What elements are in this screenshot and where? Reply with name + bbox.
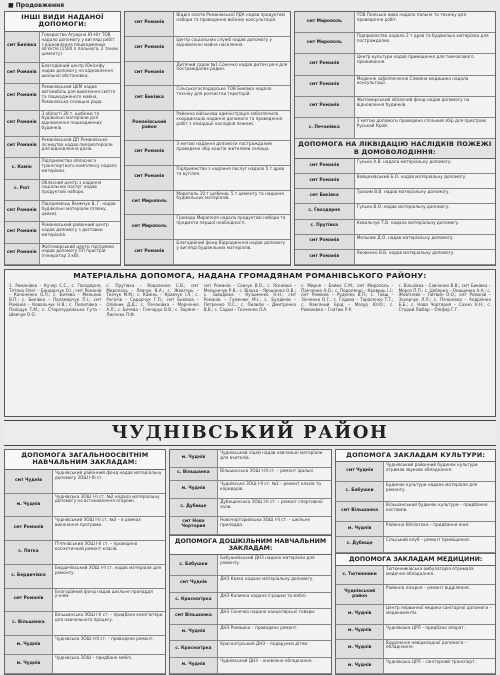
- entry-text: Центр соціальних служб надав допомогу у відновленні майна населення.: [176, 36, 272, 47]
- aid-entry-row: [5, 244, 120, 265]
- entry-location: смт Мирополь: [295, 12, 355, 32]
- entry-text: Районна бібліотека – придбання книг.: [385, 522, 471, 528]
- entry-location: смт Романів: [125, 166, 174, 190]
- entry-location: смт Романів: [295, 250, 355, 264]
- entry-text: Бердичівський ЗОШ І-ІІ ст. надав матеріали для ремонту.: [54, 564, 162, 575]
- entry-text: Відділення невідкладної допомоги – обладнання.: [385, 639, 467, 650]
- entry-text: Сільськогосподарське ТОВ Биківка надало техніку для розчистки територій.: [176, 86, 272, 97]
- entry-location: с. Вільшанка: [5, 612, 53, 635]
- entry-location: м. Чуднів: [336, 625, 384, 639]
- material-aid-text: [9, 283, 491, 318]
- aid-entry-row: [295, 235, 495, 250]
- schools-aid-title: ДОПОМОГА ЗАГАЛЬНООСВІТНІМ НАВЧАЛЬНИМ ЗАКЛАДАМ:: [5, 450, 165, 470]
- entry-text: Мирополь 10 т щебеню, 5 т цементу та надання будівельних матеріалів.: [176, 190, 284, 201]
- aid-entry-row: [5, 636, 165, 655]
- entry-text: Чуднівський районний фонд надав матеріальну допомогу ЗОШ І-ІІІ ст.: [54, 469, 162, 480]
- material-aid-paragraph: с. Мирне – Бойко С.М.; смт Мирополь – Панченко А.О.; с. Подолянці – Кравець І.І.; смт Романів – Руденко В.П.; с. Товщ – Зінченко О.Г.; с. Годиха – Тарасенко Т.Т.; с. Кам'яний Брід – Мазур Ю.Ю.; с. Романівка – Гнатюк Р.Р.: [301, 282, 394, 313]
- aid-entry-row: [5, 470, 165, 494]
- aid-entry-row: [5, 201, 120, 222]
- entry-text: Чуднівська ЦРЛ – придбано апарат.: [385, 624, 466, 630]
- entry-text: Житомирський центр підтримки надав допомогу ПП пристрій (генератор 3 кВ).: [41, 243, 114, 259]
- aid-entry-row: [5, 84, 120, 110]
- other-aid-rows: [5, 32, 120, 265]
- aid-entry-row: [125, 111, 290, 141]
- entry-location: м. Чуднів: [170, 658, 218, 673]
- entry-location: с. Бабушки: [170, 555, 218, 575]
- entry-text: Медичне забезпечення Сімейна медицина надала консультації.: [356, 75, 469, 86]
- aid-entry-row: [295, 174, 495, 189]
- entry-text: Войцехівський Б.О. надав матеріальну допомогу.: [356, 174, 467, 180]
- medicine-aid-title: ДОПОМОГА ЗАКЛАДАМ МЕДИЦИНИ:: [336, 553, 495, 566]
- entry-text: Чуднівська ЗОШ І-ІІІ ст. – проведено ремонт.: [54, 635, 154, 641]
- entry-text: Яковенко В.В. надав матеріальну допомогу.: [356, 249, 455, 255]
- culture-aid-title: ДОПОМОГА ЗАКЛАДАМ КУЛЬТУРИ:: [336, 450, 495, 462]
- middle-aid-column: [124, 11, 291, 266]
- entry-location: с. Красногірка: [170, 593, 218, 608]
- entry-text: Підприємство надало 2 т дров та будівельні матеріали для постраждалих.: [356, 33, 489, 44]
- top-section: [4, 11, 496, 266]
- entry-location: смт Биківка: [295, 189, 355, 203]
- entry-text: З метою надання допомоги постраждалим проведено збір коштів жителями селища.: [176, 140, 272, 151]
- entry-location: с. Рогі: [5, 180, 40, 200]
- entry-text: ТОВ Поліська нива надало пальне та техніку для проведення робіт.: [356, 12, 466, 22]
- entry-location: смт Романів: [125, 37, 174, 61]
- entry-location: смт Романів: [295, 54, 355, 74]
- other-aid-title: ІНШІ ВИДИ НАДАНОЇ ДОПОМОГИ:: [5, 12, 120, 32]
- entry-location: м. Чуднів: [5, 494, 53, 517]
- entry-text: Будинок культури надано матеріали для ремонту.: [385, 482, 478, 493]
- entry-text: Дубищенська ЗОШ І-ІІ ст. – ремонт спортивної зали.: [220, 498, 323, 509]
- aid-entry-row: [5, 180, 120, 201]
- aid-entry-row: [295, 250, 495, 265]
- entry-location: с. Дубище: [170, 499, 218, 516]
- aid-entry-row: [125, 12, 290, 37]
- entry-text: Романівський районний центр надав допомогу з доставки матеріалів.: [41, 222, 109, 237]
- entry-text: Центр первинної медико-санітарної допомоги – медикаменти.: [385, 605, 492, 616]
- entry-text: Чуднівська ЦРЛ – санітарний транспорт.: [385, 659, 476, 665]
- aid-entry-row: [170, 593, 332, 609]
- entry-location: смт Романів: [295, 235, 355, 249]
- aid-entry-row: [170, 555, 332, 576]
- entry-location: м. Чуднів: [170, 625, 218, 640]
- aid-entry-row: [125, 62, 290, 87]
- aid-entry-row: [170, 658, 332, 674]
- entry-location: с. Пятка: [5, 541, 53, 564]
- material-aid-title: МАТЕРІАЛЬНА ДОПОМОГА, НАДАНА ГРОМАДЯНАМ РОМАНІВСЬКОГО РАЙОНУ:: [73, 271, 427, 280]
- entry-location: смт Вільшанка: [170, 609, 218, 624]
- aid-entry-row: [295, 220, 495, 235]
- entry-location: с. Красногірка: [170, 641, 218, 656]
- entry-location: смт Романів: [5, 137, 40, 157]
- entry-text: Вільшанська ЗОШ І-ІІІ ст. – ремонт їдальні.: [220, 467, 315, 473]
- aid-entry-row: [336, 537, 495, 552]
- entry-text: Житомирський обласний фонд надав допомогу на відновлення будинків.: [356, 96, 470, 107]
- aid-entry-row: [336, 605, 495, 625]
- entry-text: П'ятківський ЗОШ І-ІІ ст. – проведено косметичний ремонт класів.: [54, 541, 138, 551]
- entry-text: Чуднівський ДНЗ – оновлено обладнання.: [220, 657, 313, 663]
- entry-text: Громада Мирополя надала продуктові набори та предмети першої необхідності.: [176, 215, 286, 226]
- entry-location: смт Романів: [295, 174, 355, 188]
- entry-text: ДНЗ Калинка надано іграшки та меблі.: [220, 592, 307, 598]
- entry-text: Чуднівська ЗОШ І-ІІ ст. №1 – ремонт класів та коридорів.: [220, 481, 321, 491]
- entry-location: с. Камін: [5, 158, 40, 178]
- entry-text: З області 30 т. щебеню та будівельні матеріали для відновлення пошкоджених будинків.: [41, 110, 102, 131]
- material-aid-paragraph: смт Романів – Савчук В.О.; с. Ясенівка – Мельничук Р.В.; с. Вільха – Ярошенко О.В.; с. Завадівка – Кузьменко Н.Н.; смт Романів – Гуменюк М.І.; с. Булдичів – Петренко О.С.; с. Пилипи – Дмитренко В.В.; с. Садки – Ткаченко Л.А.: [203, 282, 297, 313]
- aid-entry-row: [5, 111, 120, 137]
- aid-entry-row: [295, 76, 495, 97]
- entry-location: смт Биківка: [125, 86, 174, 110]
- entry-location: с. Тютюнники: [336, 566, 384, 585]
- entry-text: Гулько В.О. надав матеріальну допомогу.: [356, 204, 450, 210]
- entry-text: Обласний центр з надання соціальних послуг надав продуктові набори.: [41, 179, 102, 195]
- aid-entry-row: [170, 609, 332, 625]
- entry-text: Тютюнниківська амбулаторія отримала медичне обладнання.: [385, 565, 474, 576]
- entry-location: смт Вільшанка: [336, 502, 384, 521]
- culture-aid-rows: [336, 462, 495, 552]
- aid-entry-row: [170, 641, 332, 657]
- aid-entry-row: [336, 625, 495, 640]
- entry-text: Підприємство обласного транспортного комплексу надало матеріали.: [41, 158, 117, 173]
- preschool-aid-title: ДОПОМОГА ДОШКІЛЬНИМ НАВЧАЛЬНИМ ЗАКЛАДАМ:: [170, 535, 332, 555]
- entry-location: с. Бабушки: [336, 482, 384, 501]
- entry-text: Красногірський ДНЗ – подарунки дітям.: [220, 641, 309, 647]
- aid-entry-row: [125, 240, 290, 265]
- entry-location: м. Чуднів: [336, 522, 384, 536]
- aid-entry-row: [295, 159, 495, 174]
- entry-text: Вільшанська ЗОШ І-ІІ ст. – придбано комп'ютери для навчального процесу.: [54, 612, 163, 623]
- aid-entry-row: [170, 517, 332, 535]
- continuation-label: ■ Продовження: [8, 2, 65, 9]
- aid-entry-row: [5, 655, 165, 674]
- entry-location: Чуднівський район: [336, 585, 384, 604]
- entry-location: Романівський район: [125, 111, 174, 140]
- entry-text: З метою допомоги проведено спільний збір для пристрою Руський Край.: [356, 117, 487, 128]
- aid-entry-row: [5, 222, 120, 243]
- aid-entry-row: [5, 158, 120, 179]
- aid-entry-row: [295, 97, 495, 118]
- entry-location: м. Чуднів: [170, 450, 218, 467]
- entry-location: смт Нова Чортория: [170, 517, 218, 534]
- aid-entry-row: [336, 659, 495, 674]
- preschool-column: [169, 449, 333, 675]
- schools-aid-rows: [5, 470, 165, 674]
- entry-text: Чуднівський ЗОШ І-ІІ ст. №3 – в рамках виконання програми.: [54, 517, 141, 528]
- entry-text: ДНЗ Казка надано матеріальну допомогу.: [220, 576, 314, 582]
- material-aid-band: [4, 269, 496, 417]
- entry-text: Новочорторийська ЗОШ І-ІІ ст. – шкільне приладдя.: [220, 516, 311, 527]
- entry-location: смт Чуднів: [336, 462, 384, 481]
- preschool-aid-rows: [170, 555, 332, 674]
- entry-location: смт Мирополь: [125, 215, 174, 239]
- entry-text: Ковальчук Т.В. надала матеріальну допомогу.: [356, 219, 460, 225]
- entry-location: с. Бердичівка: [5, 565, 53, 588]
- aid-entry-row: [170, 481, 332, 499]
- aid-entry-row: [125, 141, 290, 166]
- aid-entry-row: [125, 191, 290, 216]
- entry-location: смт Романів: [5, 244, 40, 264]
- entry-location: с. Печанівка: [295, 118, 355, 138]
- right-aid-column: [294, 11, 496, 266]
- entry-text: Благодійний фонд надав шкільне приладдя учням.: [54, 588, 153, 599]
- aid-entry-row: [5, 565, 165, 589]
- aid-entry-row: [336, 502, 495, 522]
- entry-location: м. Чуднів: [170, 481, 218, 498]
- entry-location: смт Романів: [125, 141, 174, 165]
- entry-location: с. Дубище: [336, 537, 384, 551]
- entry-text: Сільський клуб – ремонт приміщення.: [385, 537, 470, 543]
- entry-location: смт Романів: [125, 62, 174, 86]
- medicine-aid-rows: [336, 566, 495, 674]
- entry-text: Районна військова адміністрація забезпечила координацію надання допомоги та проведення робіт з ліквідації наслідків пожежі.: [176, 111, 283, 126]
- entry-location: смт Романів: [5, 222, 40, 242]
- aid-entry-row: [5, 137, 120, 158]
- aid-entry-row: [295, 204, 495, 219]
- entry-location: смт Романів: [5, 84, 40, 109]
- material-aid-paragraph: с. Прутівка – Коваленко С.В.; смт Мирополь – Левчук В.А.; с. Жовтень – Ткачук М.М.; с. Камінь – Кравчук І.Л.; с. Рогачів – Сидорчук Г.П.; смт Биківка – Олійник Д.Д.; с. Печанівка – Марченко А.Л.; с. Бичева – Гончарук В.В.; с. Зоряне – Лисенко П.Ф.: [106, 282, 199, 318]
- material-aid-paragraph: с. Вільхівка – Савченко В.В.; смт Биківка – Мороз П.П.; с. Цеберка – Онищенко А.А.; с. Жовтневе – Литвин О.О.; смт Романів – Захарчук Л.Л.; с. Печанівка – Андрієнко Б.Б.; с. Нова Чортория – Сахно Н.Н.; с. Старий Любар – Оліфер Г.Г.: [398, 282, 491, 313]
- entry-text: Романівський ЦЕМ надав автомобіль для вивезення сміття та пошкодженого майна, Романівська селищна рада.: [41, 84, 116, 104]
- entry-text: ДНЗ Ромашка – проведено ремонт.: [220, 625, 298, 631]
- entry-text: Благодійний фонд Відродження надав допомогу у вигляді будівельних матеріалів.: [176, 240, 286, 250]
- entry-text: Чуднівський районний будинок культури отримав звукове обладнання.: [385, 462, 478, 473]
- aid-entry-row: [125, 86, 290, 111]
- entry-location: смт Романів: [125, 12, 174, 36]
- aid-entry-row: [5, 612, 165, 636]
- entry-text: Мельник Д.О. надав матеріальну допомогу.: [356, 234, 454, 240]
- entry-text: Районна лікарня – ремонт відділення.: [385, 585, 470, 591]
- entry-text: ДНЗ Сонечко надано канцелярські товари.: [220, 608, 316, 614]
- schools-aid-rows-cont: [170, 450, 332, 535]
- district-heading: ЧУДНІВСЬКИЙ РАЙОН: [4, 420, 496, 446]
- aid-entry-row: [295, 54, 495, 75]
- schools-aid-column: [4, 449, 166, 675]
- entry-text: Підприємець Якимчук В. Г. надав будівельні матеріали (плівку, цвяхи).: [41, 200, 116, 216]
- aid-entry-row: [5, 589, 165, 613]
- entry-location: смт Мирополь: [295, 33, 355, 53]
- entry-location: м. Чуднів: [336, 640, 384, 659]
- entry-location: смт Романів: [5, 201, 40, 221]
- aid-entry-row: [336, 566, 495, 586]
- entry-text: Трохим В.В. надав матеріальну допомогу.: [356, 189, 450, 195]
- fire-aid-title: ДОПОМОГА НА ЛІКВІДАЦІЮ НАСЛІДКІВ ПОЖЕЖІ В ДОМОВОЛОДІННЯ:: [295, 139, 495, 159]
- aid-entry-row: [5, 494, 165, 518]
- material-aid-paragraph: 1. Романівка – Кучер С.С.; с. Гвоздярня, Тетяна Олег – Бондарчук О.І.; смт Романів – Кононенко О.Л.; с. Бичева – Мельник В.П.; с. Биківка – Паламарчук П.І.; смт Романів – Ковальчук Н.В.; с. Пилипівка – Поліщук Т.М.; с. Старочуднівська Гута – Шевчук О.О.: [9, 282, 102, 318]
- entry-location: смт Романів: [5, 517, 53, 540]
- other-aid-column: [4, 11, 121, 266]
- aid-entry-row: [336, 585, 495, 605]
- entry-text: Центр культури надав приміщення для тимчасового проживання.: [356, 54, 474, 65]
- entry-text: Чуднівська ЗОШ І-ІІ ст. №2 надала матеріальну допомогу на встановлення огорожі.: [54, 493, 160, 504]
- bottom-section: [4, 449, 496, 675]
- entry-location: смт Чуднів: [5, 470, 53, 493]
- entry-location: м. Чуднів: [336, 659, 384, 673]
- aid-entry-row: [295, 189, 495, 204]
- entry-text: Чуднівський ліцей надав навчальні матеріали для вчителів.: [220, 450, 323, 460]
- fire-aid-rows: [295, 159, 495, 265]
- aid-entry-row: [5, 517, 165, 541]
- entry-location: с. Вільшанка: [170, 468, 218, 480]
- aid-entry-row: [170, 468, 332, 481]
- middle-aid-rows: [125, 12, 290, 265]
- aid-entry-row: [5, 32, 120, 63]
- aid-entry-row: [295, 33, 495, 54]
- entry-location: смт Романів: [125, 240, 174, 264]
- entry-text: Дитячий садок №1 Сонечко надав дитячі речі для постраждалих родин.: [176, 61, 288, 72]
- aid-entry-row: [125, 215, 290, 240]
- entry-location: м. Чуднів: [5, 655, 53, 673]
- aid-entry-row: [170, 576, 332, 592]
- entry-location: смт Романів: [295, 159, 355, 173]
- entry-text: Чуднівська ЗОШ – придбано меблі.: [54, 654, 133, 660]
- culture-medicine-column: [335, 449, 496, 675]
- entry-text: Романівський ДП Романівське лісництво надав пиломатеріали для відновлення дахів.: [41, 136, 113, 152]
- entry-location: смт Чуднів: [170, 576, 218, 591]
- aid-entry-row: [336, 640, 495, 660]
- entry-text: Гунько А.В. надала матеріальну допомогу.: [356, 159, 452, 165]
- entry-text: Благодійний центр Юнісефу надав допомогу на відновлення шкільної обстановки.: [41, 62, 113, 78]
- aid-entry-row: [336, 482, 495, 502]
- aid-entry-row: [170, 499, 332, 517]
- entry-text: Бабушківський ДНЗ надано матеріали для ремонту.: [220, 555, 315, 566]
- entry-location: смт Мирополь: [125, 191, 174, 215]
- entry-location: смт Романів: [5, 111, 40, 136]
- entry-location: с. Гвоздярня: [295, 204, 355, 218]
- aid-entry-row: [295, 118, 495, 139]
- entry-location: смт Романів: [295, 76, 355, 96]
- aid-entry-row: [336, 522, 495, 537]
- entry-text: Товариство Аграрна Ю-Ніт ТОВ надало допомогу у вигляді робіт з відновлення пошкоджених об'єктів (1500 л пального, 2 тонни цементу).: [41, 31, 119, 57]
- entry-location: м. Чуднів: [5, 636, 53, 654]
- aid-entry-row: [295, 12, 495, 33]
- entry-location: с. Прутівка: [295, 220, 355, 234]
- aid-entry-row: [336, 462, 495, 482]
- entry-location: смт Романів: [295, 97, 355, 117]
- aid-entry-row: [5, 541, 165, 565]
- aid-entry-row: [125, 166, 290, 191]
- entry-text: Підприємство з надання послуг надало 5 т дров та вугілля.: [176, 165, 284, 176]
- entry-text: Відділ освіти Романівської РДА надав продуктові набори та проведення виїзних консультацій.: [176, 12, 285, 22]
- entry-location: смт Романів: [5, 63, 40, 83]
- entry-location: смт Биківка: [5, 32, 40, 62]
- entry-text: Вільшанський будинок культури – придбання костюмів.: [385, 502, 488, 513]
- aid-entry-row: [170, 450, 332, 468]
- entry-location: м. Чуднів: [336, 605, 384, 624]
- entry-location: смт Романів: [5, 589, 53, 612]
- right-aid-rows: [295, 12, 495, 139]
- aid-entry-row: [125, 37, 290, 62]
- aid-entry-row: [170, 625, 332, 641]
- aid-entry-row: [5, 63, 120, 84]
